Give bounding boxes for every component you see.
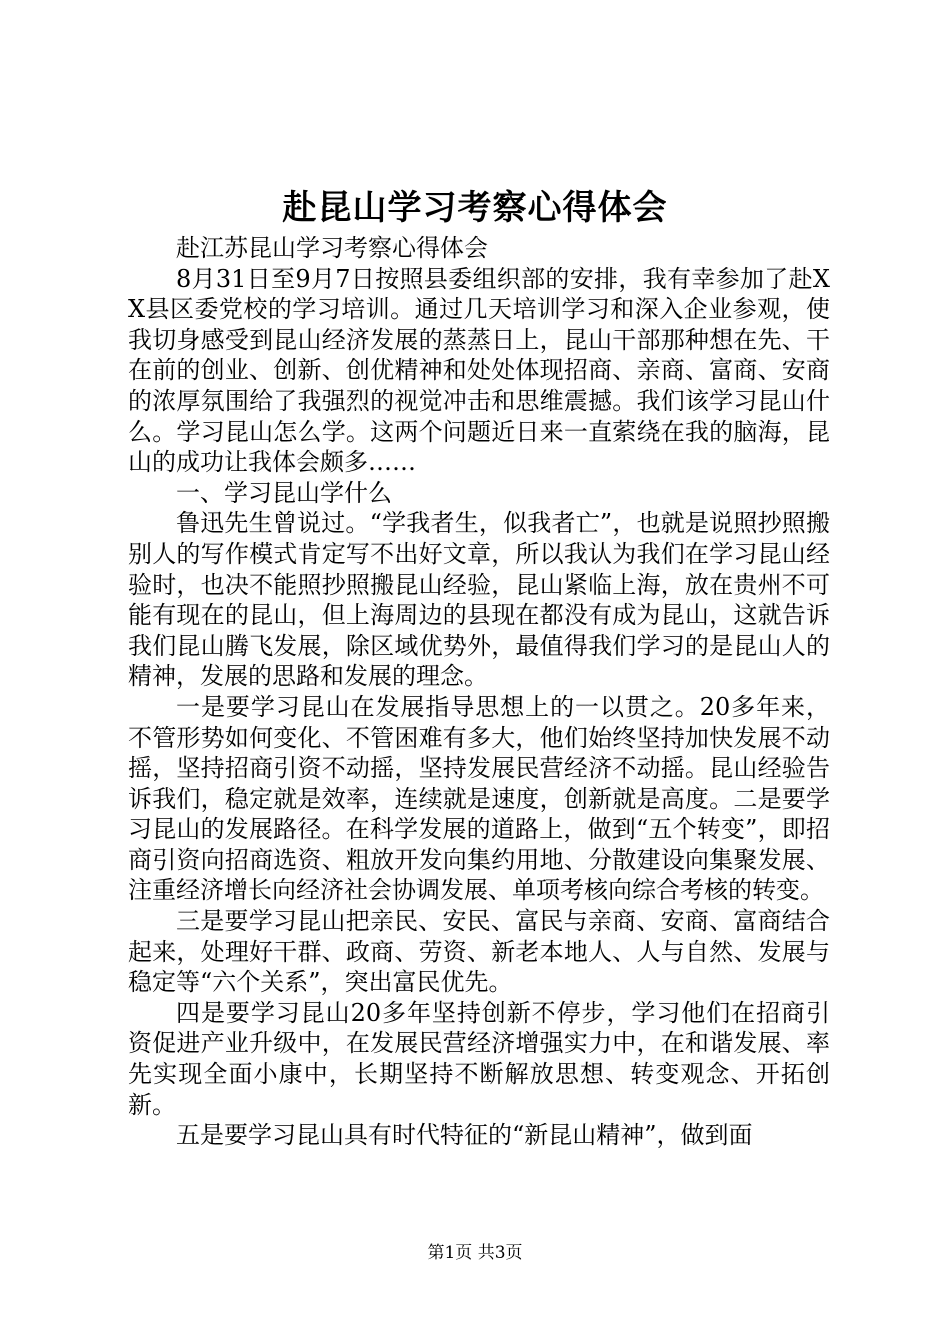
document-title: 赴昆山学习考察心得体会: [282, 188, 668, 228]
document-body: [128, 233, 830, 1151]
paragraph: 五是要学习昆山具有时代特征的“新昆山精神”，做到面: [176, 1121, 753, 1150]
paragraph: 一是要学习昆山在发展指导思想上的一以贯之。20多年来，不管形势如何变化、不管困难有多大，他们始终坚持加快发展不动摇，坚持招商引资不动摇，坚持发展民营经济不动摇。昆山经验告诉我们，稳定就是效率，连续就是速度，创新就是高度。二是要学习昆山的发展路径。在科学发展的道路上，做到“五个转变”，即招商引资向招商选资、粗放开发向集约用地、分散建设向集聚发展、注重经济增长向经济社会协调发展、单项考核向综合考核的转变。: [128, 692, 830, 905]
page-footer: [0, 1242, 950, 1264]
section-heading: 一、学习昆山学什么: [176, 478, 392, 507]
paragraph: 四是要学习昆山20多年坚持创新不停步，学习他们在招商引资促进产业升级中，在发展民营经济增强实力中，在和谐发展、率先实现全面小康中，长期坚持不断解放思想、转变观念、开拓创新。: [128, 998, 830, 1119]
paragraph-intro: 8月31日至9月7日按照县委组织部的安排，我有幸参加了赴XX县区委党校的学习培训。通过几天培训学习和深入企业参观，使我切身感受到昆山经济发展的蒸蒸日上，昆山干部那种想在先、干在前的创业、创新、创优精神和处处体现招商、亲商、富商、安商的浓厚氛围给了我强烈的视觉冲击和思维震撼。我们该学习昆山什么。学习昆山怎么学。这两个问题近日来一直萦绕在我的脑海，昆山的成功让我体会颇多……: [128, 264, 830, 477]
paragraph: 三是要学习昆山把亲民、安民、富民与亲商、安商、富商结合起来，处理好干群、政商、劳资、新老本地人、人与自然、发展与稳定等“六个关系”，突出富民优先。: [128, 907, 830, 997]
page-indicator: 第1页 共3页: [427, 1243, 523, 1263]
paragraph: 鲁迅先生曾说过。“学我者生，似我者亡”，也就是说照抄照搬别人的写作模式肯定写不出好文章，所以我认为我们在学习昆山经验时，也决不能照抄照搬昆山经验，昆山紧临上海，放在贵州不可能有现在的昆山，但上海周边的县现在都没有成为昆山，这就告诉我们昆山腾飞发展，除区域优势外，最值得我们学习的是昆山人的精神，发展的思路和发展的理念。: [128, 509, 830, 691]
paragraph-subtitle: 赴江苏昆山学习考察心得体会: [176, 234, 488, 262]
